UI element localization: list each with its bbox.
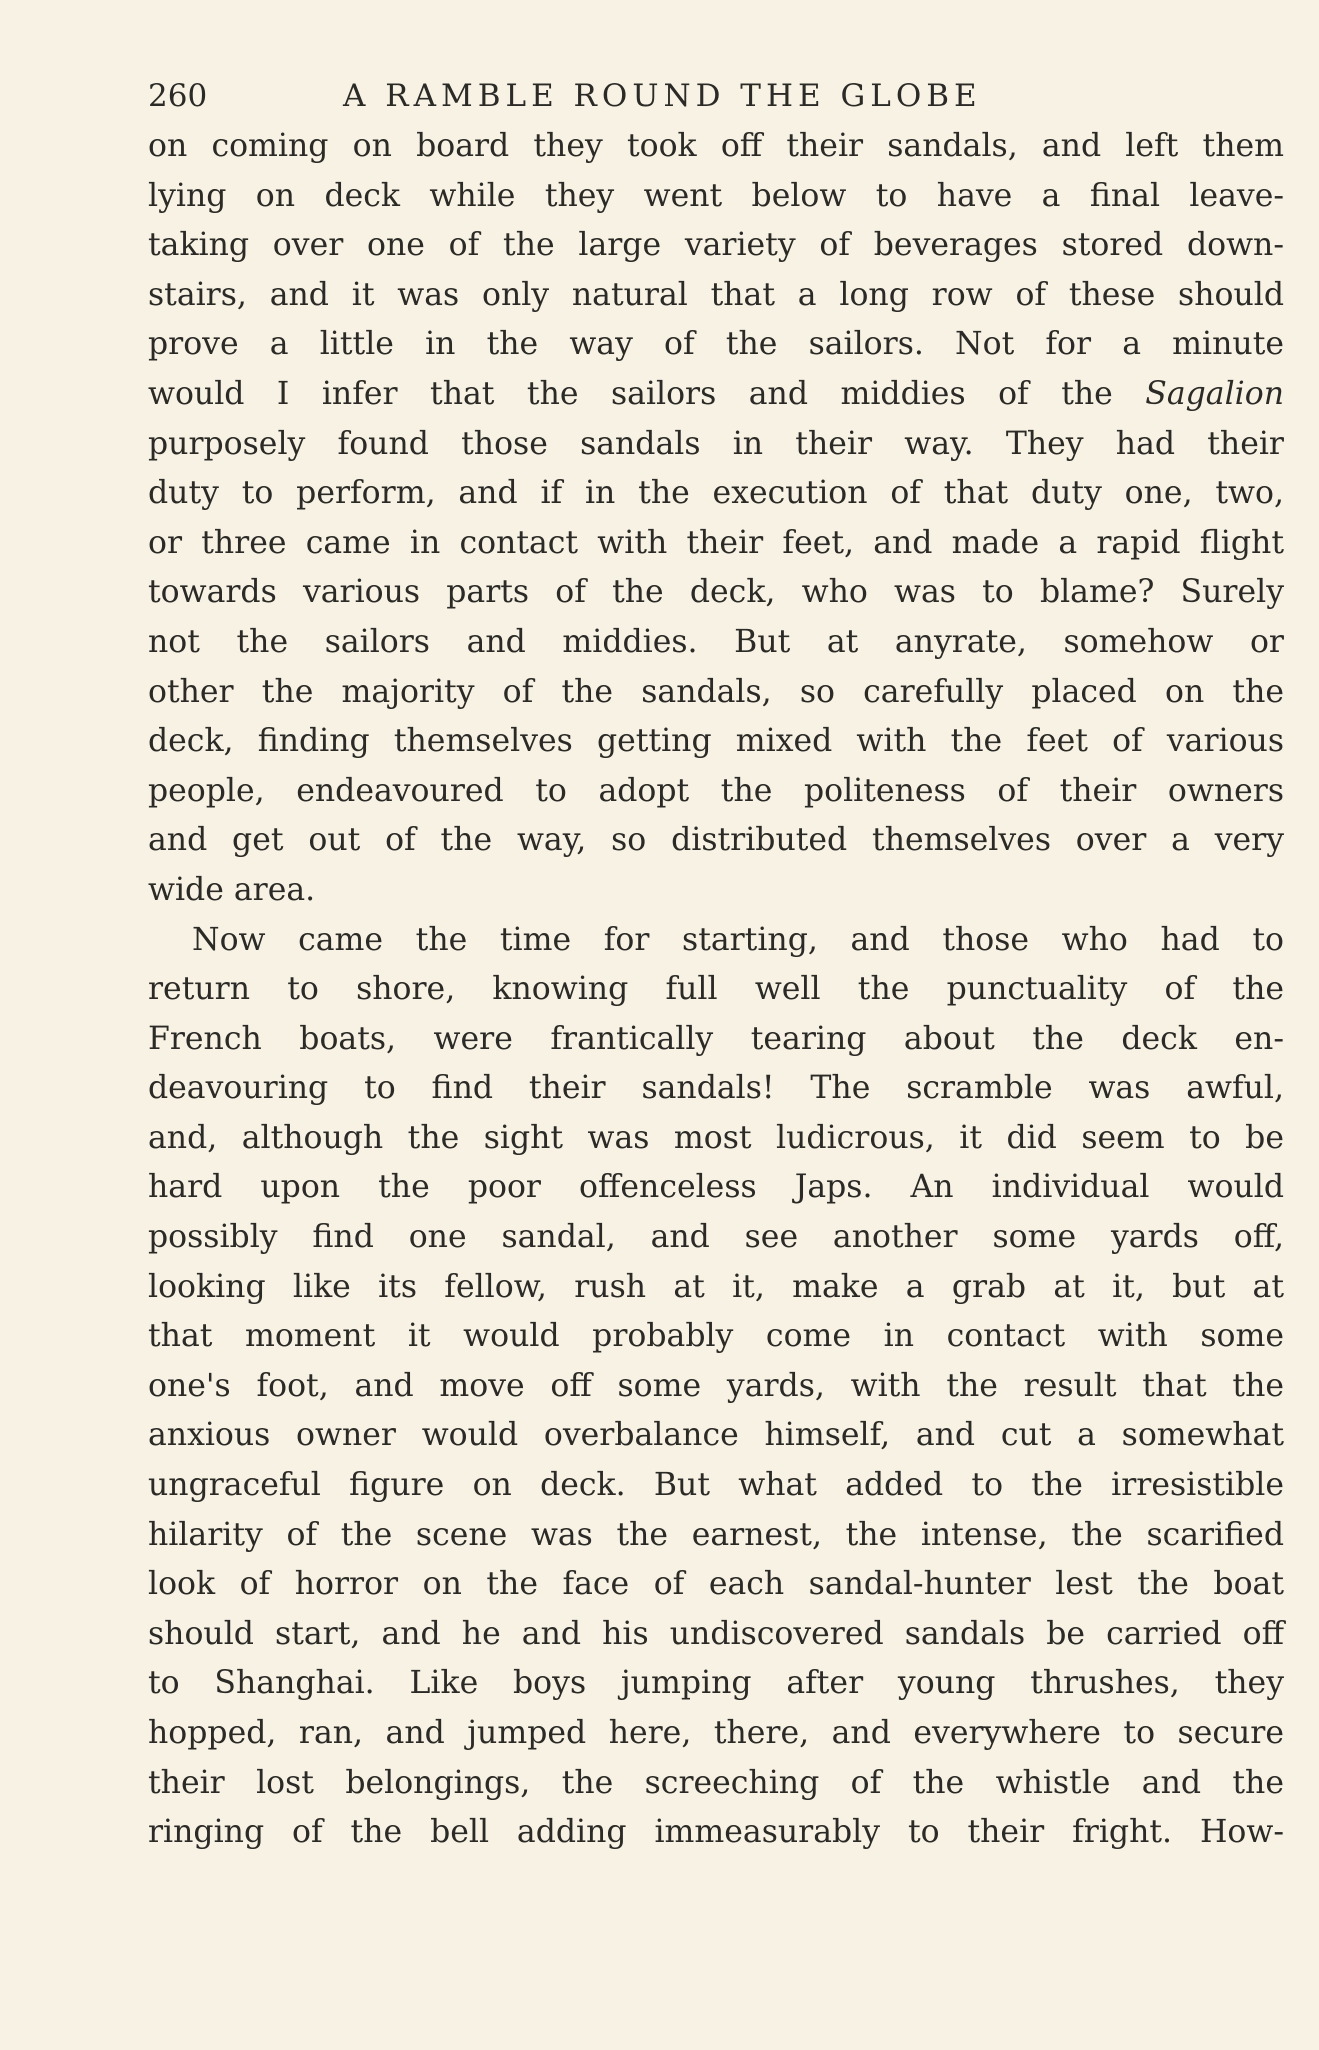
text-line: ungraceful figure on deck. But what added to the irresistible <box>148 1467 1284 1504</box>
text-line: and get out of the way, so distributed themselves over a very <box>148 822 1284 859</box>
text-fragment: would I infer that the sailors and middies of the <box>148 375 1113 412</box>
text-line: Now came the time for starting, and those who had to <box>192 921 1284 958</box>
text-line: looking like its fellow, rush at it, make a grab at it, but at <box>148 1268 1284 1305</box>
text-line: towards various parts of the deck, who was to blame? Surely <box>148 574 1284 611</box>
ship-name: Sagalion <box>1145 375 1284 412</box>
text-line: wide area. <box>148 871 316 908</box>
text-line: purposely found those sandals in their way. They had their <box>148 425 1284 462</box>
text-line: lying on deck while they went below to have a final leave- <box>148 177 1284 214</box>
text-line: look of horror on the face of each sandal-hunter lest the boat <box>148 1566 1284 1603</box>
book-page <box>148 78 1284 1858</box>
text-line: or three came in contact with their feet, and made a rapid flight <box>148 524 1284 561</box>
text-line: that moment it would probably come in contact with some <box>148 1318 1284 1355</box>
paragraph-1 <box>148 122 1284 916</box>
text-line: taking over one of the large variety of beverages stored down- <box>148 227 1284 264</box>
text-line: prove a little in the way of the sailors. Not for a minute <box>148 326 1284 363</box>
text-line: French boats, were frantically tearing about the deck en- <box>148 1020 1284 1057</box>
body-text <box>148 122 1284 1858</box>
text-line: people, endeavoured to adopt the politeness of their owners <box>148 772 1284 809</box>
paragraph-2 <box>148 916 1284 1858</box>
text-line: hopped, ran, and jumped here, there, and everywhere to secure <box>148 1715 1284 1751</box>
text-line: return to shore, knowing full well the punctuality of the <box>148 971 1284 1008</box>
text-line: should start, and he and his undiscovered sandals be carried off <box>148 1615 1284 1652</box>
text-line: ringing of the bell adding immeasurably to their fright. How- <box>148 1814 1284 1851</box>
text-line: deavouring to find their sandals! The scramble was awful, <box>148 1070 1284 1107</box>
text-line: stairs, and it was only natural that a long row of these should <box>148 276 1284 313</box>
page-number: 260 <box>148 78 208 114</box>
text-line: duty to perform, and if in the execution of that duty one, two, <box>148 475 1284 512</box>
text-line: anxious owner would overbalance himself, and cut a somewhat <box>148 1417 1284 1454</box>
text-line: not the sailors and middies. But at anyrate, somehow or <box>148 623 1284 660</box>
text-line: hard upon the poor offenceless Japs. An individual would <box>148 1169 1284 1206</box>
text-line: on coming on board they took off their sandals, and left them <box>148 128 1284 164</box>
text-line-with-ship-name <box>148 370 1284 420</box>
text-line: possibly find one sandal, and see another some yards off, <box>148 1219 1284 1256</box>
text-line: hilarity of the scene was the earnest, the intense, the scarified <box>148 1516 1284 1553</box>
running-head <box>148 78 1284 122</box>
text-line: their lost belongings, the screeching of the whistle and the <box>148 1764 1284 1801</box>
running-title: A RAMBLE ROUND THE GLOBE <box>343 78 982 114</box>
text-line: to Shanghai. Like boys jumping after young thrushes, they <box>148 1665 1284 1702</box>
text-line: other the majority of the sandals, so carefully placed on the <box>148 673 1284 710</box>
text-line: and, although the sight was most ludicrous, it did seem to be <box>148 1119 1284 1156</box>
text-line: one's foot, and move off some yards, with the result that the <box>148 1367 1284 1404</box>
text-line: deck, finding themselves getting mixed with the feet of various <box>148 723 1284 760</box>
